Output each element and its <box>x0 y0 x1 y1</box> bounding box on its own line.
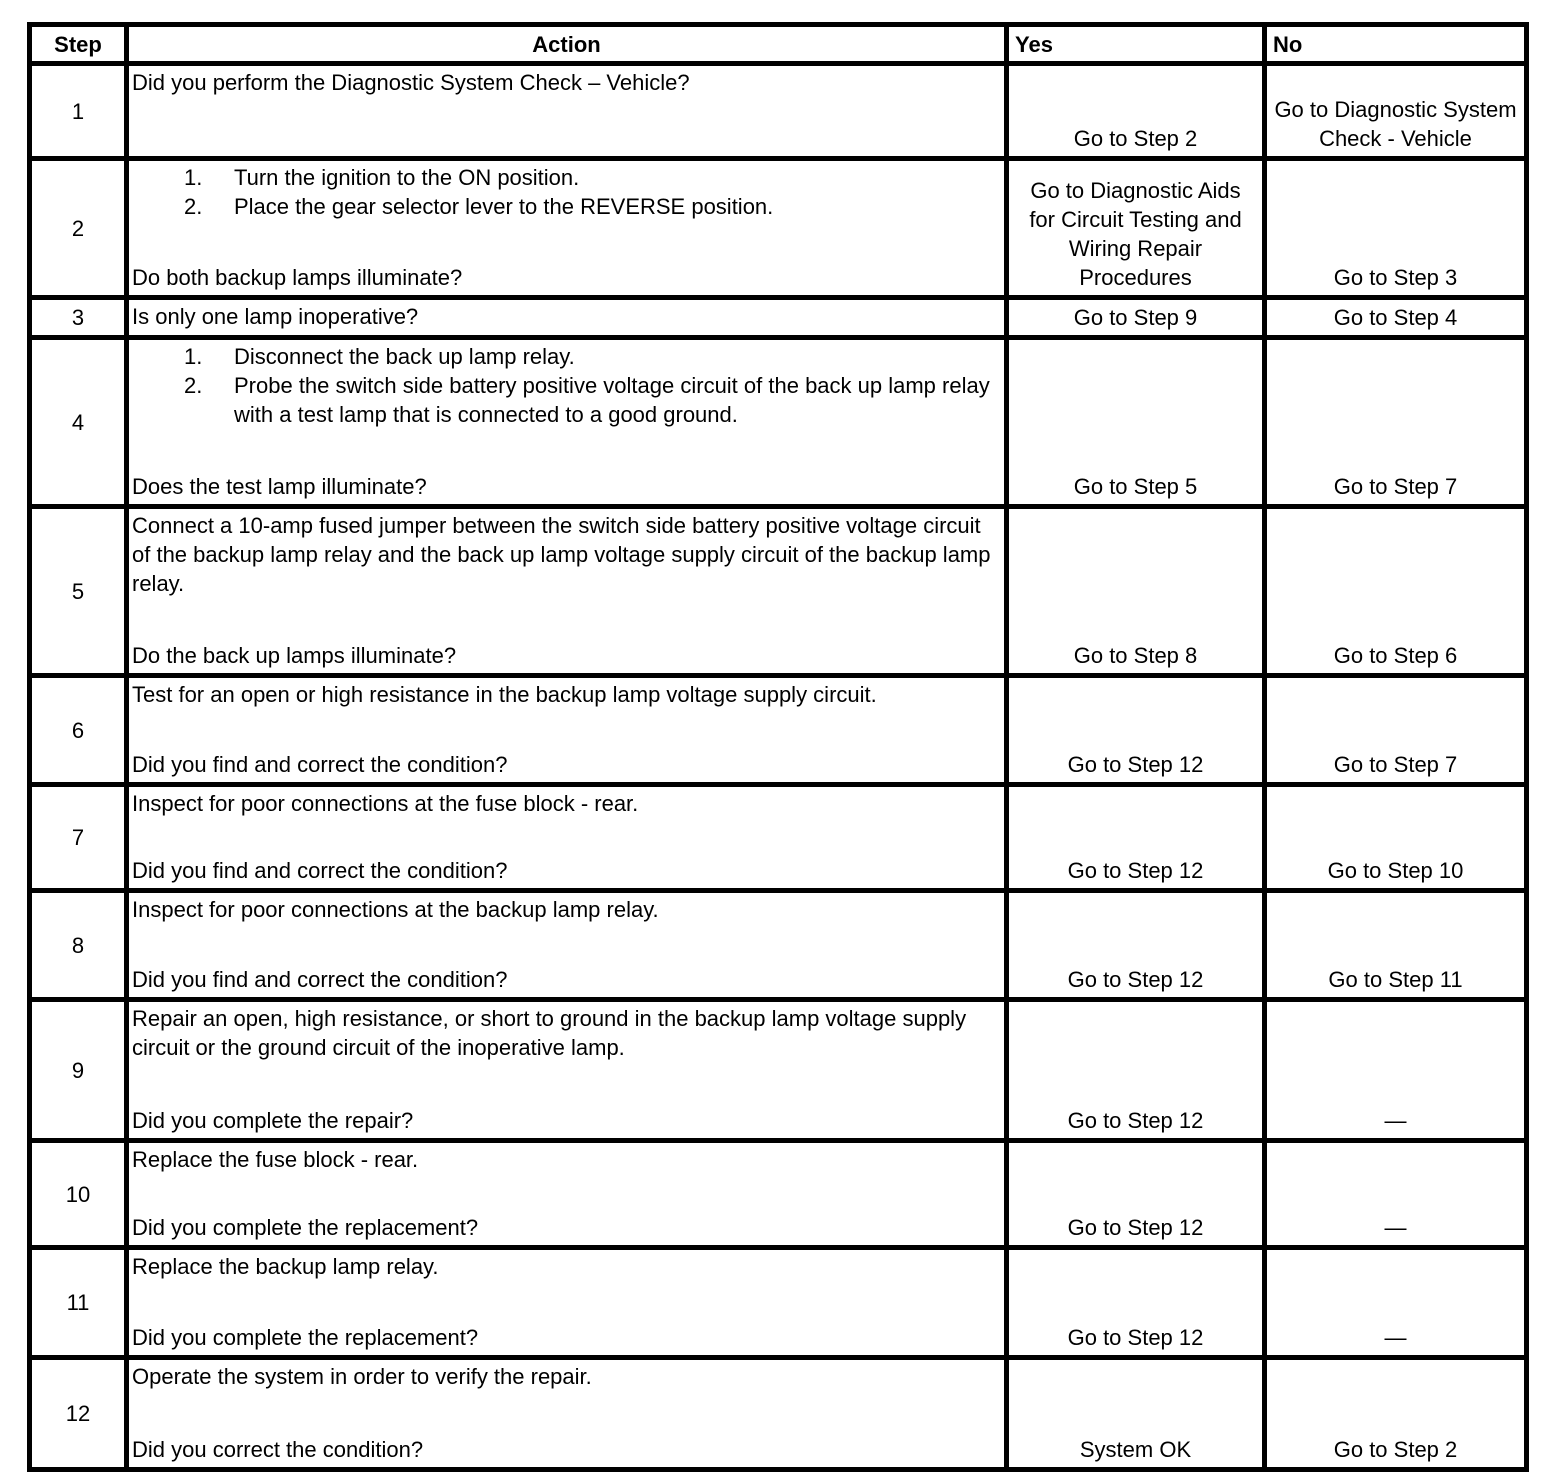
action-cell-content <box>132 163 1000 292</box>
action-question: Did you complete the repair? <box>132 1108 414 1133</box>
action-text: Replace the backup lamp relay. <box>132 1254 439 1279</box>
table-row <box>30 64 1527 159</box>
no-cell: Go to Step 7 <box>1265 338 1527 507</box>
list-item-text: Probe the switch side battery positive voltage circuit of the back up lamp relay with a test lamp that is connected to a good ground. <box>234 373 990 427</box>
table-row <box>30 507 1527 676</box>
no-cell: Go to Step 4 <box>1265 298 1527 338</box>
action-cell-content <box>132 1145 1000 1242</box>
no-cell: — <box>1265 1000 1527 1141</box>
action-cell-content <box>132 1252 1000 1352</box>
step-number: 7 <box>30 785 127 891</box>
diagnostic-table <box>27 22 1529 1472</box>
table-row <box>30 785 1527 891</box>
table-row <box>30 1141 1527 1248</box>
action-cell-content <box>132 1004 1000 1135</box>
action-cell-content <box>132 68 1000 153</box>
yes-cell: System OK <box>1007 1358 1265 1470</box>
no-cell: Go to Step 7 <box>1265 676 1527 785</box>
header-step: Step <box>30 25 127 64</box>
list-item-text: Turn the ignition to the ON position. <box>234 165 580 190</box>
list-item-number: 2. <box>184 194 203 219</box>
list-item-text: Place the gear selector lever to the REVERSE position. <box>234 194 774 219</box>
action-question: Did you find and correct the condition? <box>132 967 508 992</box>
action-question: Did you find and correct the condition? <box>132 752 508 777</box>
no-cell: — <box>1265 1141 1527 1248</box>
list-item-text: Disconnect the back up lamp relay. <box>234 344 575 369</box>
step-number: 4 <box>30 338 127 507</box>
step-number: 11 <box>30 1248 127 1358</box>
action-numbered-list <box>132 163 1000 221</box>
action-text: Replace the fuse block - rear. <box>132 1147 419 1172</box>
yes-cell: Go to Diagnostic Aids for Circuit Testing and Wiring Repair Procedures <box>1007 159 1265 298</box>
step-number: 2 <box>30 159 127 298</box>
no-cell: Go to Step 10 <box>1265 785 1527 891</box>
list-item <box>132 342 1000 371</box>
action-cell-content <box>132 302 1000 332</box>
action-question: Do both backup lamps illuminate? <box>132 265 463 290</box>
action-question: Did you complete the replacement? <box>132 1325 479 1350</box>
action-question: Does the test lamp illuminate? <box>132 474 427 499</box>
step-number: 9 <box>30 1000 127 1141</box>
action-question: Did you complete the replacement? <box>132 1215 479 1240</box>
action-cell-content <box>132 789 1000 885</box>
action-text: Operate the system in order to verify the repair. <box>132 1364 592 1389</box>
action-question: Did you find and correct the condition? <box>132 858 508 883</box>
header-row <box>30 25 1527 64</box>
action-cell-content <box>132 1362 1000 1464</box>
action-question: Do the back up lamps illuminate? <box>132 643 457 668</box>
table-row <box>30 676 1527 785</box>
action-question: Did you correct the condition? <box>132 1437 424 1462</box>
table-row <box>30 891 1527 1000</box>
yes-cell: Go to Step 12 <box>1007 1248 1265 1358</box>
table-row <box>30 1248 1527 1358</box>
step-number: 6 <box>30 676 127 785</box>
no-cell: — <box>1265 1248 1527 1358</box>
step-number: 8 <box>30 891 127 1000</box>
action-numbered-list <box>132 342 1000 429</box>
yes-cell: Go to Step 9 <box>1007 298 1265 338</box>
table-row <box>30 159 1527 298</box>
table-row <box>30 1358 1527 1470</box>
no-cell: Go to Diagnostic System Check - Vehicle <box>1265 64 1527 159</box>
action-text: Connect a 10-amp fused jumper between the switch side battery positive voltage circuit of the backup lamp relay and the back up lamp voltage supply circuit of the backup lamp relay. <box>132 513 991 596</box>
no-cell: Go to Step 3 <box>1265 159 1527 298</box>
no-cell: Go to Step 2 <box>1265 1358 1527 1470</box>
action-text: Inspect for poor connections at the fuse block - rear. <box>132 791 639 816</box>
header-no: No <box>1265 25 1527 64</box>
yes-cell: Go to Step 12 <box>1007 891 1265 1000</box>
no-cell: Go to Step 6 <box>1265 507 1527 676</box>
list-item-number: 1. <box>184 165 203 190</box>
step-number: 1 <box>30 64 127 159</box>
action-text: Is only one lamp inoperative? <box>132 304 419 329</box>
list-item <box>132 163 1000 192</box>
action-cell-content <box>132 680 1000 779</box>
yes-cell: Go to Step 2 <box>1007 64 1265 159</box>
yes-cell: Go to Step 8 <box>1007 507 1265 676</box>
list-item-number: 2. <box>184 373 203 398</box>
no-cell: Go to Step 11 <box>1265 891 1527 1000</box>
yes-cell: Go to Step 12 <box>1007 1000 1265 1141</box>
action-text: Test for an open or high resistance in the backup lamp voltage supply circuit. <box>132 682 877 707</box>
yes-cell: Go to Step 12 <box>1007 676 1265 785</box>
action-text: Inspect for poor connections at the backup lamp relay. <box>132 897 659 922</box>
yes-cell: Go to Step 5 <box>1007 338 1265 507</box>
step-number: 12 <box>30 1358 127 1470</box>
yes-cell: Go to Step 12 <box>1007 1141 1265 1248</box>
list-item <box>132 192 1000 221</box>
table-row <box>30 1000 1527 1141</box>
action-text: Did you perform the Diagnostic System Check – Vehicle? <box>132 70 690 95</box>
step-number: 3 <box>30 298 127 338</box>
header-action: Action <box>127 25 1007 64</box>
list-item <box>132 371 1000 429</box>
table-row <box>30 298 1527 338</box>
yes-cell: Go to Step 12 <box>1007 785 1265 891</box>
step-number: 5 <box>30 507 127 676</box>
table-row <box>30 338 1527 507</box>
list-item-number: 1. <box>184 344 203 369</box>
action-cell-content <box>132 895 1000 994</box>
action-cell-content <box>132 342 1000 501</box>
action-text: Repair an open, high resistance, or short to ground in the backup lamp voltage supply circuit or the ground circuit of the inoperative lamp. <box>132 1006 967 1060</box>
header-yes: Yes <box>1007 25 1265 64</box>
action-cell-content <box>132 511 1000 670</box>
step-number: 10 <box>30 1141 127 1248</box>
